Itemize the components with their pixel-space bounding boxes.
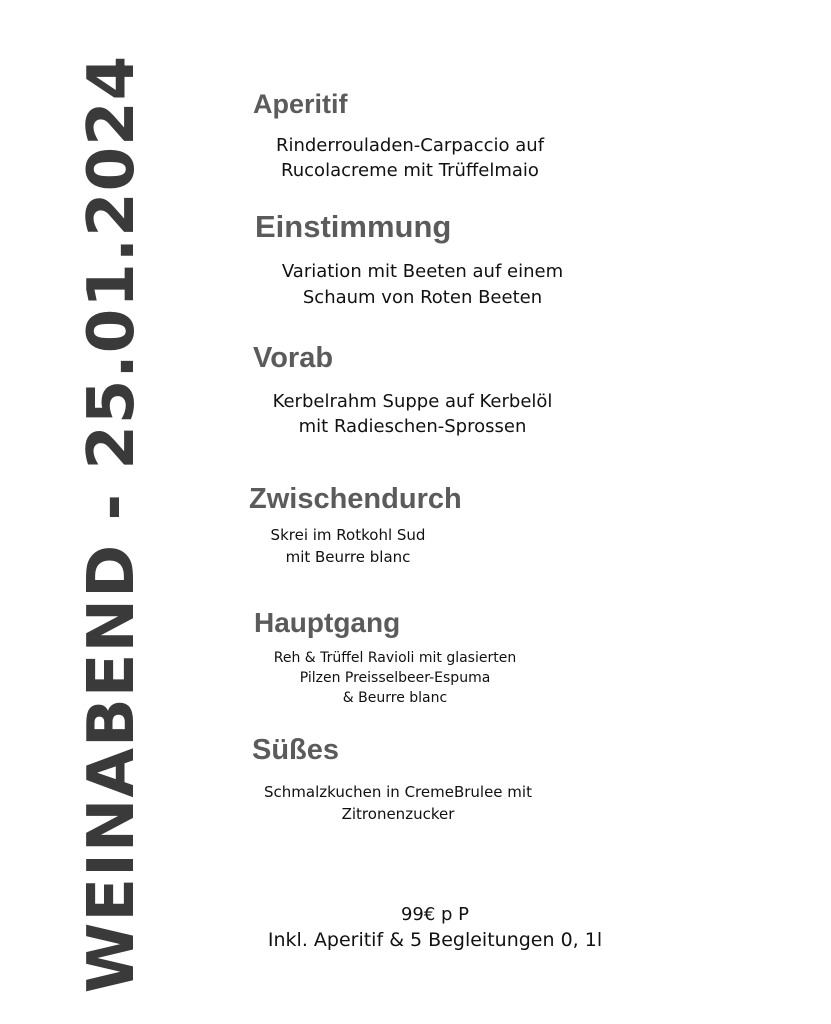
course-description-zwischendurch — [258, 524, 438, 568]
description-line: Schmalzkuchen in CremeBrulee mit — [264, 783, 532, 801]
course-heading-suesses: Süßes — [252, 734, 340, 766]
price-inclusions: Inkl. Aperitif & 5 Begleitungen 0, 1l — [267, 929, 603, 951]
course-heading-aperitif: Aperitif — [253, 89, 348, 119]
course-description-einstimmung — [255, 259, 590, 311]
course-description-vorab — [255, 389, 570, 439]
description-line: Reh & Trüffel Ravioli mit glasierten — [273, 650, 517, 666]
description-line: & Beurre blanc — [342, 690, 448, 706]
description-line: Rucolacreme mit Trüffelmaio — [281, 160, 539, 181]
course-heading-zwischendurch: Zwischendurch — [249, 483, 462, 515]
description-line: Zitronenzucker — [341, 805, 455, 823]
description-line: Schaum von Roten Beeten — [302, 287, 543, 308]
course-description-aperitif — [255, 133, 565, 183]
description-line: Skrei im Rotkohl Sud — [270, 526, 426, 544]
description-line: mit Beurre blanc — [285, 548, 411, 566]
course-description-suesses — [248, 781, 548, 825]
description-line: Pilzen Preisselbeer-Espuma — [299, 670, 491, 686]
price-footer — [255, 903, 615, 953]
event-title: WEINABEND - 25.01.2024 — [75, 54, 149, 994]
description-line: Rinderrouladen-Carpaccio auf — [275, 135, 545, 156]
course-heading-vorab: Vorab — [253, 342, 334, 374]
price-per-person: 99€ p P — [400, 904, 470, 925]
course-heading-hauptgang: Hauptgang — [254, 607, 401, 638]
description-line: mit Radieschen-Sprossen — [298, 416, 527, 437]
description-line: Kerbelrahm Suppe auf Kerbelöl — [272, 391, 553, 412]
course-heading-einstimmung: Einstimmung — [255, 209, 452, 244]
description-line: Variation mit Beeten auf einem — [281, 261, 564, 282]
course-description-hauptgang — [255, 648, 535, 708]
